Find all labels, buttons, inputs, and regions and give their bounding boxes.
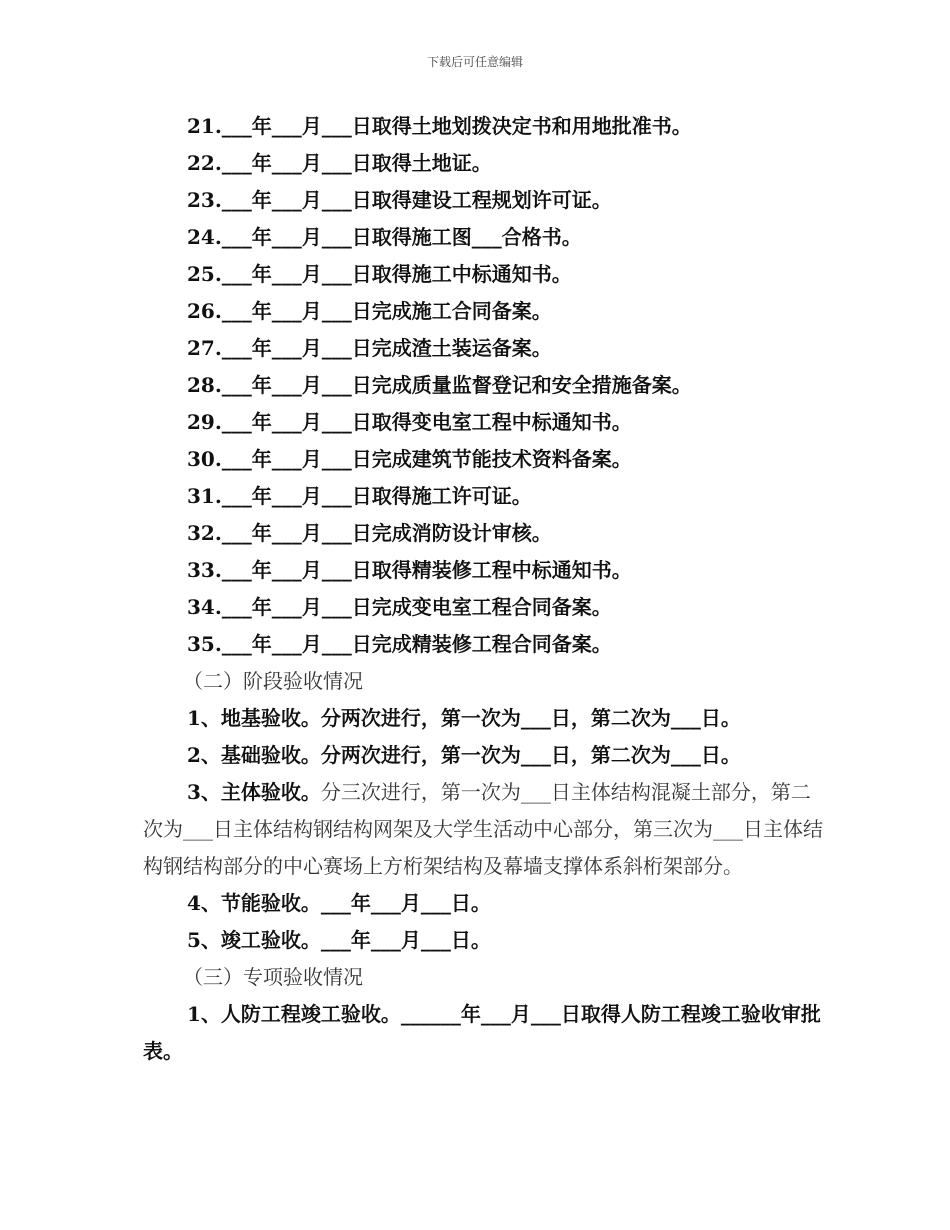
list-item: 25.___年___月___日取得施工中标通知书。 <box>187 262 572 286</box>
stage-item-main-structure-lead: 3、主体验收。 <box>187 780 321 804</box>
stage-item-foundation: 1、地基验收。分两次进行，第一次为___日，第二次为___日。 <box>187 706 741 730</box>
list-item: 22.___年___月___日取得土地证。 <box>187 151 492 175</box>
stage-item-main-structure <box>143 774 823 885</box>
list-item: 24.___年___月___日取得施工图___合格书。 <box>187 225 582 249</box>
stage-item-energy: 4、节能验收。___年___月___日。 <box>187 891 491 915</box>
list-item: 32.___年___月___日完成消防设计审核。 <box>187 521 552 545</box>
list-item: 28.___年___月___日完成质量监督登记和安全措施备案。 <box>187 373 692 397</box>
list-item: 35.___年___月___日完成精装修工程合同备案。 <box>187 632 612 656</box>
list-item: 29.___年___月___日取得变电室工程中标通知书。 <box>187 410 632 434</box>
list-item: 23.___年___月___日取得建设工程规划许可证。 <box>187 188 612 212</box>
special-item-civil-defense: 1、人防工程竣工验收。______年___月___日取得人防工程竣工验收审批表。 <box>143 1002 821 1063</box>
stage-item-main-structure-text: 分三次进行，第一次为___日主体结构混凝土部分，第二次为___日主体结构钢结构网架及大学生活动中心部分，第三次为___日主体结构钢结构部分的中心赛场上方桁架结构及幕墙支撑体系斜桁架部分。 <box>143 780 823 878</box>
document-body <box>143 108 823 1070</box>
page-header: 下载后可任意编辑 <box>426 55 523 69</box>
stage-item-completion: 5、竣工验收。___年___月___日。 <box>187 928 491 952</box>
list-item: 30.___年___月___日完成建筑节能技术资料备案。 <box>187 447 632 471</box>
list-item: 31.___年___月___日取得施工许可证。 <box>187 484 532 508</box>
list-item: 21.___年___月___日取得土地划拨决定书和用地批准书。 <box>187 114 692 138</box>
section-heading-special-acceptance: （三）专项验收情况 <box>183 965 363 989</box>
list-item: 34.___年___月___日完成变电室工程合同备案。 <box>187 595 612 619</box>
section-heading-stage-acceptance: （二）阶段验收情况 <box>183 669 363 693</box>
list-item: 33.___年___月___日取得精装修工程中标通知书。 <box>187 558 632 582</box>
list-item: 27.___年___月___日完成渣土装运备案。 <box>187 336 552 360</box>
list-item: 26.___年___月___日完成施工合同备案。 <box>187 299 552 323</box>
stage-item-base: 2、基础验收。分两次进行，第一次为___日，第二次为___日。 <box>187 743 741 767</box>
